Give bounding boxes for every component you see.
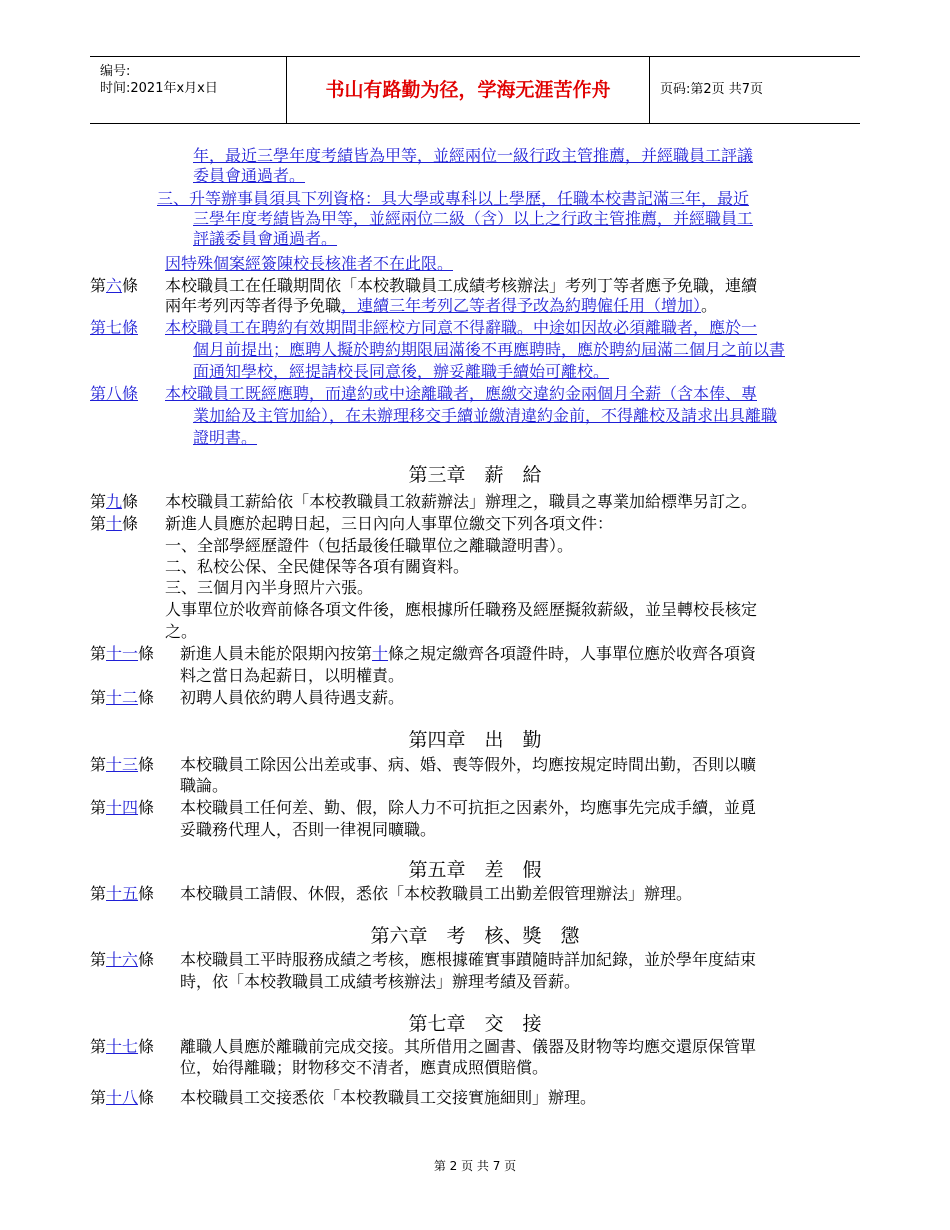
article-6-text: 兩年考列丙等者得予免職，連續三年考列乙等者得予改為約聘僱任用（增加）。 (165, 296, 718, 315)
chapter-5-title: 第五章 差 假 (408, 859, 542, 881)
revision-line: 三學年度考績皆為甲等，並經兩位二級（含）以上之行政主管推薦，并經職員工 (193, 209, 754, 228)
article-13-text: 職論。 (180, 776, 229, 795)
revision-line: 年，最近三學年度考績皆為甲等，並經兩位一級行政主管推薦，并經職員工評議 (193, 146, 754, 165)
article-16-text: 時，依「本校教職員工成績考核辦法」辦理考績及晉薪。 (180, 972, 581, 991)
article-number-link[interactable]: 十 (106, 514, 123, 533)
article-number-link[interactable]: 十三 (106, 755, 139, 774)
revision-line: 委員會通過者。 (193, 166, 306, 185)
article-10-text: 之。 (165, 622, 198, 641)
article-13-label: 第十三條 (90, 755, 155, 774)
article-number-link[interactable]: 九 (106, 492, 123, 511)
article-7-text: 面通知學校，經提請校長同意後，辦妥離職手續始可離校。 (193, 362, 610, 381)
time-label: 时间:2021年x月x日 (100, 81, 218, 96)
page-header (90, 56, 860, 124)
chapter-3-title: 第三章 薪 給 (408, 464, 542, 486)
header-motto: 书山有路勤为径，学海无涯苦作舟 (286, 57, 650, 123)
article-9-text: 本校職員工薪給依「本校教職員工敘薪辦法」辦理之，職員之專業加給標準另訂之。 (165, 492, 758, 511)
article-8-text: 證明書。 (193, 428, 258, 447)
article-number-link[interactable]: 十一 (106, 644, 139, 663)
article-number-link[interactable]: 十四 (106, 798, 139, 817)
article-number-link[interactable]: 十八 (106, 1088, 139, 1107)
article-7-text: 本校職員工在聘約有效期間非經校方同意不得辭職。中途如因故必須離職者，應於一 (165, 318, 758, 337)
article-14-label: 第十四條 (90, 798, 155, 817)
article-12-label: 第十二條 (90, 688, 155, 707)
article-17-text: 位，始得離職；財物移交不清者，應責成照價賠償。 (180, 1058, 549, 1077)
article-14-text: 妥職務代理人，否則一律視同曠職。 (180, 820, 437, 839)
article-15-text: 本校職員工請假、休假，悉依「本校教職員工出勤差假管理辦法」辦理。 (180, 884, 693, 903)
article-14-text: 本校職員工任何差、勤、假，除人力不可抗拒之因素外，均應事先完成手續，並覓 (180, 798, 757, 817)
article-ref-link[interactable]: 十 (372, 644, 389, 663)
article-6-label: 第六條 (90, 276, 139, 295)
article-6-text: 本校職員工在任職期間依「本校教職員工成績考核辦法」考列丁等者應予免職，連續 (165, 276, 758, 295)
revision-inline: ，連續三年考列乙等者得予改為約聘僱任用（增加） (341, 296, 702, 315)
chapter-4-title: 第四章 出 勤 (408, 729, 542, 751)
article-number-link[interactable]: 十六 (106, 950, 139, 969)
revision-line: 三、升等辦事員須具下列資格：具大學或專科以上學歷，任職本校書記滿三年，最近 (157, 189, 750, 208)
code-label: 编号: (100, 64, 131, 79)
header-page-label: 页码:第2页 共7页 (660, 82, 764, 97)
article-10-label: 第十條 (90, 514, 139, 533)
article-16-label: 第十六條 (90, 950, 155, 969)
article-8-text: 業加給及主管加給），在未辦理移交手續並繳清違約金前，不得離校及請求出具離職 (193, 406, 778, 425)
article-11-label: 第十一條 (90, 644, 155, 663)
article-12-text: 初聘人員依約聘人員待遇支薪。 (180, 688, 405, 707)
article-18-text: 本校職員工交接悉依「本校教職員工交接實施細則」辦理。 (180, 1088, 597, 1107)
article-17-text: 離職人員應於離職前完成交接。其所借用之圖書、儀器及財物等均應交還原保管單 (180, 1037, 757, 1056)
article-10-item: 一、全部學經歷證件（包括最後任職單位之離職證明書）。 (165, 536, 574, 555)
article-10-item: 三、三個月內半身照片六張。 (165, 578, 374, 597)
page-footer: 第 2 页 共 7 页 (433, 1159, 517, 1173)
article-15-label: 第十五條 (90, 884, 155, 903)
article-7-label: 第七條 (90, 318, 139, 337)
article-7-text: 個月前提出；應聘人擬於聘約期限屆滿後不再應聘時，應於聘約屆滿二個月之前以書 (193, 340, 786, 359)
article-10-text: 人事單位於收齊前條各項文件後，應根據所任職務及經歷擬敘薪級，並呈轉校長核定 (165, 600, 758, 619)
article-10-text: 新進人員應於起聘日起，三日內向人事單位繳交下列各項文件： (165, 514, 614, 533)
revision-line: 評議委員會通過者。 (193, 229, 338, 248)
article-number-link[interactable]: 十五 (106, 884, 139, 903)
chapter-6-title: 第六章 考 核、獎 懲 (370, 925, 580, 947)
article-18-label: 第十八條 (90, 1088, 155, 1107)
article-8-label: 第八條 (90, 384, 139, 403)
article-11-text: 新進人員未能於限期內按第十條之規定繳齊各項證件時，人事單位應於收齊各項資 (180, 644, 757, 663)
article-number-link[interactable]: 十七 (106, 1037, 139, 1056)
article-16-text: 本校職員工平時服務成績之考核，應根據確實事蹟隨時詳加紀錄，並於學年度結束 (180, 950, 757, 969)
chapter-7-title: 第七章 交 接 (408, 1013, 542, 1035)
article-number-link[interactable]: 十二 (106, 688, 139, 707)
article-17-label: 第十七條 (90, 1037, 155, 1056)
revision-line: 因特殊個案經簽陳校長核准者不在此限。 (165, 254, 454, 273)
header-meta (90, 57, 286, 123)
article-11-text: 料之當日為起薪日，以明權責。 (180, 666, 405, 685)
article-13-text: 本校職員工除因公出差或事、病、婚、喪等假外，均應按規定時間出勤，否則以曠 (180, 755, 757, 774)
article-9-label: 第九條 (90, 492, 139, 511)
article-8-text: 本校職員工既經應聘，而違約或中途離職者，應繳交違約金兩個月全薪（含本俸、專 (165, 384, 758, 403)
article-number-link[interactable]: 六 (106, 276, 123, 295)
article-10-item: 二、私校公保、全民健保等各項有關資料。 (165, 557, 470, 576)
